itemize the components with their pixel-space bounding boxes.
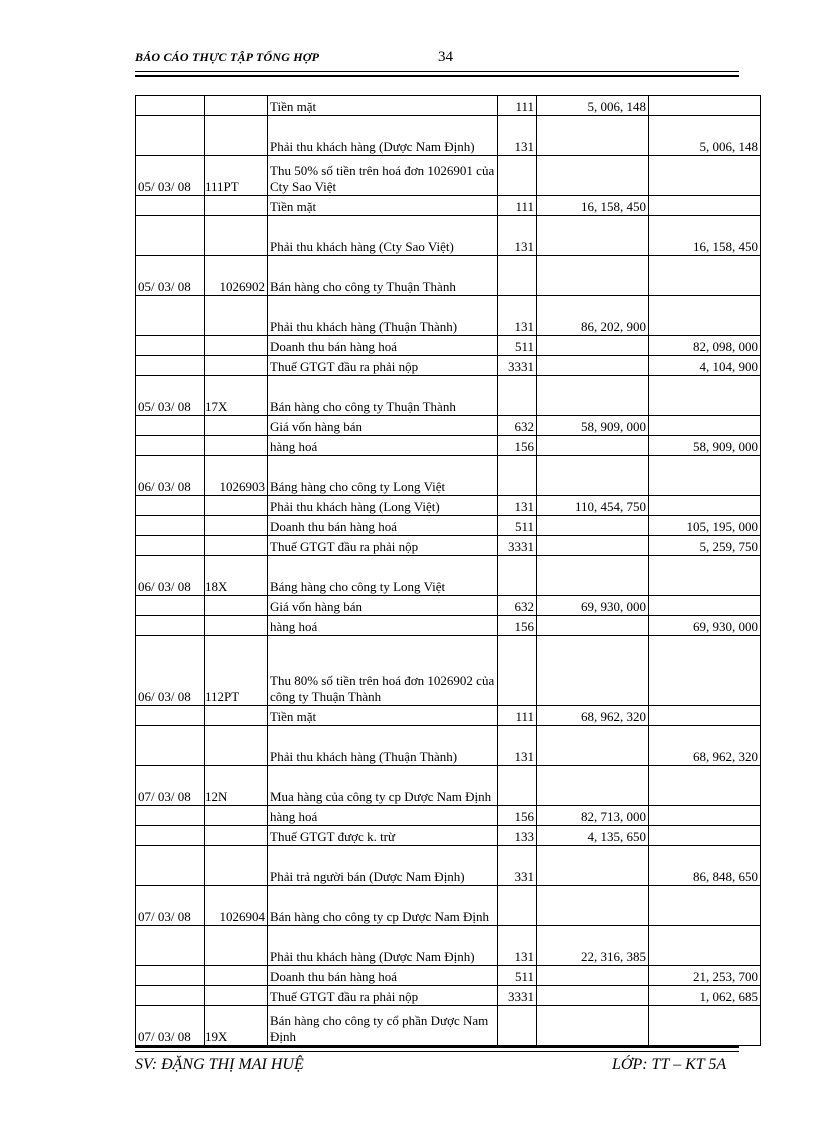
- cell-description: Phải thu khách hàng (Long Việt): [268, 496, 498, 516]
- cell-debit: [537, 116, 649, 156]
- cell-account: [498, 256, 537, 296]
- page-number: 34: [438, 49, 453, 65]
- cell-document-no: [205, 516, 268, 536]
- cell-account: [498, 1006, 537, 1046]
- cell-credit: [649, 596, 761, 616]
- cell-credit: [649, 156, 761, 196]
- cell-document-no: 1026904: [205, 886, 268, 926]
- table-row: [136, 726, 761, 766]
- cell-document-no: [205, 536, 268, 556]
- cell-document-no: [205, 436, 268, 456]
- cell-account: 3331: [498, 986, 537, 1006]
- cell-account: 156: [498, 436, 537, 456]
- cell-date: 07/ 03/ 08: [136, 1006, 205, 1046]
- cell-date: [136, 806, 205, 826]
- cell-account: 131: [498, 496, 537, 516]
- cell-date: 06/ 03/ 08: [136, 556, 205, 596]
- footer-rule-thick: [135, 1046, 739, 1048]
- cell-account: [498, 156, 537, 196]
- cell-account: 156: [498, 616, 537, 636]
- cell-debit: [537, 456, 649, 496]
- cell-account: 131: [498, 216, 537, 256]
- cell-credit: 58, 909, 000: [649, 436, 761, 456]
- cell-debit: 5, 006, 148: [537, 96, 649, 116]
- cell-date: [136, 496, 205, 516]
- cell-document-no: 18X: [205, 556, 268, 596]
- cell-description: Mua hàng của công ty cp Dược Nam Định: [268, 766, 498, 806]
- cell-description: Thu 50% số tiền trên hoá đơn 1026901 của Cty Sao Việt: [268, 156, 498, 196]
- cell-date: [136, 536, 205, 556]
- cell-credit: [649, 376, 761, 416]
- cell-description: Doanh thu bán hàng hoá: [268, 516, 498, 536]
- cell-date: [136, 726, 205, 766]
- table-row: [136, 456, 761, 496]
- cell-debit: [537, 1006, 649, 1046]
- cell-description: Phải thu khách hàng (Thuận Thành): [268, 726, 498, 766]
- cell-document-no: 1026903: [205, 456, 268, 496]
- cell-debit: [537, 376, 649, 416]
- cell-description: Bán hàng cho công ty Thuận Thành: [268, 376, 498, 416]
- table-row: [136, 436, 761, 456]
- cell-description: Bán hàng cho công ty cp Dược Nam Định: [268, 886, 498, 926]
- cell-debit: [537, 436, 649, 456]
- cell-debit: 58, 909, 000: [537, 416, 649, 436]
- cell-debit: [537, 766, 649, 806]
- cell-debit: 86, 202, 900: [537, 296, 649, 336]
- cell-credit: 82, 098, 000: [649, 336, 761, 356]
- cell-debit: [537, 216, 649, 256]
- table-row: [136, 636, 761, 706]
- cell-document-no: [205, 826, 268, 846]
- cell-document-no: [205, 706, 268, 726]
- cell-account: [498, 766, 537, 806]
- cell-document-no: [205, 116, 268, 156]
- table-row: [136, 616, 761, 636]
- cell-account: 111: [498, 706, 537, 726]
- cell-account: 3331: [498, 536, 537, 556]
- cell-document-no: [205, 926, 268, 966]
- cell-date: 06/ 03/ 08: [136, 636, 205, 706]
- cell-credit: 5, 006, 148: [649, 116, 761, 156]
- cell-description: hàng hoá: [268, 616, 498, 636]
- footer-rule-thin: [135, 1051, 739, 1052]
- cell-date: [136, 336, 205, 356]
- table-row: [136, 336, 761, 356]
- cell-account: [498, 376, 537, 416]
- cell-credit: [649, 766, 761, 806]
- cell-description: Phải thu khách hàng (Cty Sao Việt): [268, 216, 498, 256]
- table-row: [136, 536, 761, 556]
- cell-debit: [537, 556, 649, 596]
- cell-debit: [537, 636, 649, 706]
- table-row: [136, 556, 761, 596]
- cell-description: Giá vốn hàng bán: [268, 596, 498, 616]
- table-row: [136, 416, 761, 436]
- cell-document-no: [205, 216, 268, 256]
- cell-description: Tiền mặt: [268, 706, 498, 726]
- cell-credit: 1, 062, 685: [649, 986, 761, 1006]
- cell-debit: [537, 516, 649, 536]
- report-title: BÁO CÁO THỰC TẬP TỔNG HỢP: [135, 50, 320, 64]
- table-row: [136, 886, 761, 926]
- cell-description: Doanh thu bán hàng hoá: [268, 336, 498, 356]
- cell-debit: [537, 886, 649, 926]
- ledger-body: [136, 96, 761, 1046]
- cell-account: [498, 636, 537, 706]
- cell-document-no: [205, 416, 268, 436]
- cell-document-no: 1026902: [205, 256, 268, 296]
- cell-date: [136, 296, 205, 336]
- cell-credit: 21, 253, 700: [649, 966, 761, 986]
- cell-document-no: [205, 296, 268, 336]
- cell-credit: [649, 456, 761, 496]
- cell-account: 111: [498, 96, 537, 116]
- cell-credit: [649, 826, 761, 846]
- cell-account: 632: [498, 596, 537, 616]
- table-row: [136, 846, 761, 886]
- header-rule-thin: [135, 71, 739, 72]
- cell-description: Tiền mặt: [268, 196, 498, 216]
- cell-account: 131: [498, 296, 537, 336]
- cell-credit: [649, 296, 761, 336]
- cell-document-no: 17X: [205, 376, 268, 416]
- table-row: [136, 516, 761, 536]
- cell-document-no: 19X: [205, 1006, 268, 1046]
- cell-debit: [537, 966, 649, 986]
- cell-date: 05/ 03/ 08: [136, 156, 205, 196]
- table-row: [136, 116, 761, 156]
- cell-account: 131: [498, 926, 537, 966]
- cell-description: Báng hàng cho công ty Long Việt: [268, 456, 498, 496]
- cell-date: 07/ 03/ 08: [136, 766, 205, 806]
- cell-document-no: 112PT: [205, 636, 268, 706]
- cell-description: Phải trả người bán (Dược Nam Định): [268, 846, 498, 886]
- cell-description: Doanh thu bán hàng hoá: [268, 966, 498, 986]
- class-name: LỚP: TT – KT 5A: [612, 1056, 727, 1073]
- cell-account: 331: [498, 846, 537, 886]
- cell-account: 111: [498, 196, 537, 216]
- cell-debit: 4, 135, 650: [537, 826, 649, 846]
- cell-description: hàng hoá: [268, 436, 498, 456]
- cell-debit: 68, 962, 320: [537, 706, 649, 726]
- cell-debit: [537, 726, 649, 766]
- cell-debit: [537, 156, 649, 196]
- cell-credit: 69, 930, 000: [649, 616, 761, 636]
- cell-document-no: [205, 726, 268, 766]
- table-row: [136, 966, 761, 986]
- cell-credit: 105, 195, 000: [649, 516, 761, 536]
- cell-description: Bán hàng cho công ty cổ phần Dược Nam Định: [268, 1006, 498, 1046]
- cell-description: Phải thu khách hàng (Dược Nam Định): [268, 116, 498, 156]
- cell-date: 05/ 03/ 08: [136, 376, 205, 416]
- cell-credit: [649, 706, 761, 726]
- cell-debit: [537, 986, 649, 1006]
- cell-date: [136, 416, 205, 436]
- table-row: [136, 296, 761, 336]
- cell-date: [136, 216, 205, 256]
- cell-account: 131: [498, 116, 537, 156]
- cell-credit: [649, 496, 761, 516]
- cell-credit: 16, 158, 450: [649, 216, 761, 256]
- cell-credit: [649, 96, 761, 116]
- table-row: [136, 826, 761, 846]
- cell-document-no: 12N: [205, 766, 268, 806]
- cell-account: 133: [498, 826, 537, 846]
- cell-credit: 5, 259, 750: [649, 536, 761, 556]
- cell-date: [136, 986, 205, 1006]
- cell-debit: [537, 846, 649, 886]
- cell-account: 131: [498, 726, 537, 766]
- cell-debit: 69, 930, 000: [537, 596, 649, 616]
- cell-document-no: 111PT: [205, 156, 268, 196]
- cell-debit: [537, 256, 649, 296]
- cell-description: Tiền mặt: [268, 96, 498, 116]
- cell-credit: [649, 806, 761, 826]
- table-row: [136, 156, 761, 196]
- table-row: [136, 706, 761, 726]
- cell-account: 511: [498, 966, 537, 986]
- cell-description: Phải thu khách hàng (Thuận Thành): [268, 296, 498, 336]
- cell-debit: [537, 356, 649, 376]
- cell-date: 06/ 03/ 08: [136, 456, 205, 496]
- cell-description: Thu 80% số tiền trên hoá đơn 1026902 của công ty Thuận Thành: [268, 636, 498, 706]
- cell-date: [136, 846, 205, 886]
- cell-account: [498, 556, 537, 596]
- cell-document-no: [205, 196, 268, 216]
- cell-date: [136, 616, 205, 636]
- cell-document-no: [205, 846, 268, 886]
- cell-debit: 110, 454, 750: [537, 496, 649, 516]
- cell-date: [136, 706, 205, 726]
- cell-account: 3331: [498, 356, 537, 376]
- cell-document-no: [205, 496, 268, 516]
- cell-document-no: [205, 966, 268, 986]
- table-row: [136, 1006, 761, 1046]
- cell-debit: 82, 713, 000: [537, 806, 649, 826]
- table-row: [136, 216, 761, 256]
- journal-ledger-table: [135, 95, 761, 1046]
- cell-date: [136, 516, 205, 536]
- table-row: [136, 806, 761, 826]
- cell-account: 511: [498, 336, 537, 356]
- cell-date: [136, 116, 205, 156]
- cell-debit: [537, 536, 649, 556]
- cell-credit: [649, 256, 761, 296]
- cell-credit: [649, 636, 761, 706]
- cell-debit: [537, 616, 649, 636]
- cell-date: [136, 436, 205, 456]
- cell-account: 632: [498, 416, 537, 436]
- cell-document-no: [205, 596, 268, 616]
- cell-account: 511: [498, 516, 537, 536]
- cell-date: [136, 356, 205, 376]
- cell-date: [136, 96, 205, 116]
- cell-date: [136, 596, 205, 616]
- table-row: [136, 256, 761, 296]
- cell-account: [498, 886, 537, 926]
- header-rule-thick: [135, 75, 739, 77]
- table-row: [136, 766, 761, 806]
- cell-description: Thuế GTGT đầu ra phải nộp: [268, 536, 498, 556]
- cell-credit: [649, 416, 761, 436]
- cell-credit: [649, 1006, 761, 1046]
- cell-description: Giá vốn hàng bán: [268, 416, 498, 436]
- cell-credit: 4, 104, 900: [649, 356, 761, 376]
- cell-credit: [649, 926, 761, 966]
- cell-account: [498, 456, 537, 496]
- cell-description: Thuế GTGT được k. trừ: [268, 826, 498, 846]
- table-row: [136, 196, 761, 216]
- cell-description: hàng hoá: [268, 806, 498, 826]
- cell-date: [136, 926, 205, 966]
- table-row: [136, 356, 761, 376]
- cell-description: Bán hàng cho công ty Thuận Thành: [268, 256, 498, 296]
- cell-document-no: [205, 356, 268, 376]
- cell-document-no: [205, 986, 268, 1006]
- cell-account: 156: [498, 806, 537, 826]
- cell-date: [136, 966, 205, 986]
- cell-credit: [649, 196, 761, 216]
- cell-date: 05/ 03/ 08: [136, 256, 205, 296]
- cell-description: Phải thu khách hàng (Dược Nam Định): [268, 926, 498, 966]
- cell-document-no: [205, 96, 268, 116]
- cell-description: Báng hàng cho công ty Long Việt: [268, 556, 498, 596]
- cell-description: Thuế GTGT đầu ra phải nộp: [268, 986, 498, 1006]
- cell-credit: [649, 886, 761, 926]
- cell-date: [136, 196, 205, 216]
- cell-credit: [649, 556, 761, 596]
- cell-document-no: [205, 336, 268, 356]
- table-row: [136, 496, 761, 516]
- cell-date: 07/ 03/ 08: [136, 886, 205, 926]
- cell-debit: 16, 158, 450: [537, 196, 649, 216]
- cell-credit: 86, 848, 650: [649, 846, 761, 886]
- cell-debit: [537, 336, 649, 356]
- cell-date: [136, 826, 205, 846]
- cell-description: Thuế GTGT đầu ra phải nộp: [268, 356, 498, 376]
- table-row: [136, 596, 761, 616]
- cell-debit: 22, 316, 385: [537, 926, 649, 966]
- cell-credit: 68, 962, 320: [649, 726, 761, 766]
- table-row: [136, 96, 761, 116]
- cell-document-no: [205, 616, 268, 636]
- page-header: [135, 48, 740, 68]
- table-row: [136, 926, 761, 966]
- table-row: [136, 376, 761, 416]
- cell-document-no: [205, 806, 268, 826]
- student-name: SV: ĐẶNG THỊ MAI HUỆ: [135, 1056, 304, 1073]
- table-row: [136, 986, 761, 1006]
